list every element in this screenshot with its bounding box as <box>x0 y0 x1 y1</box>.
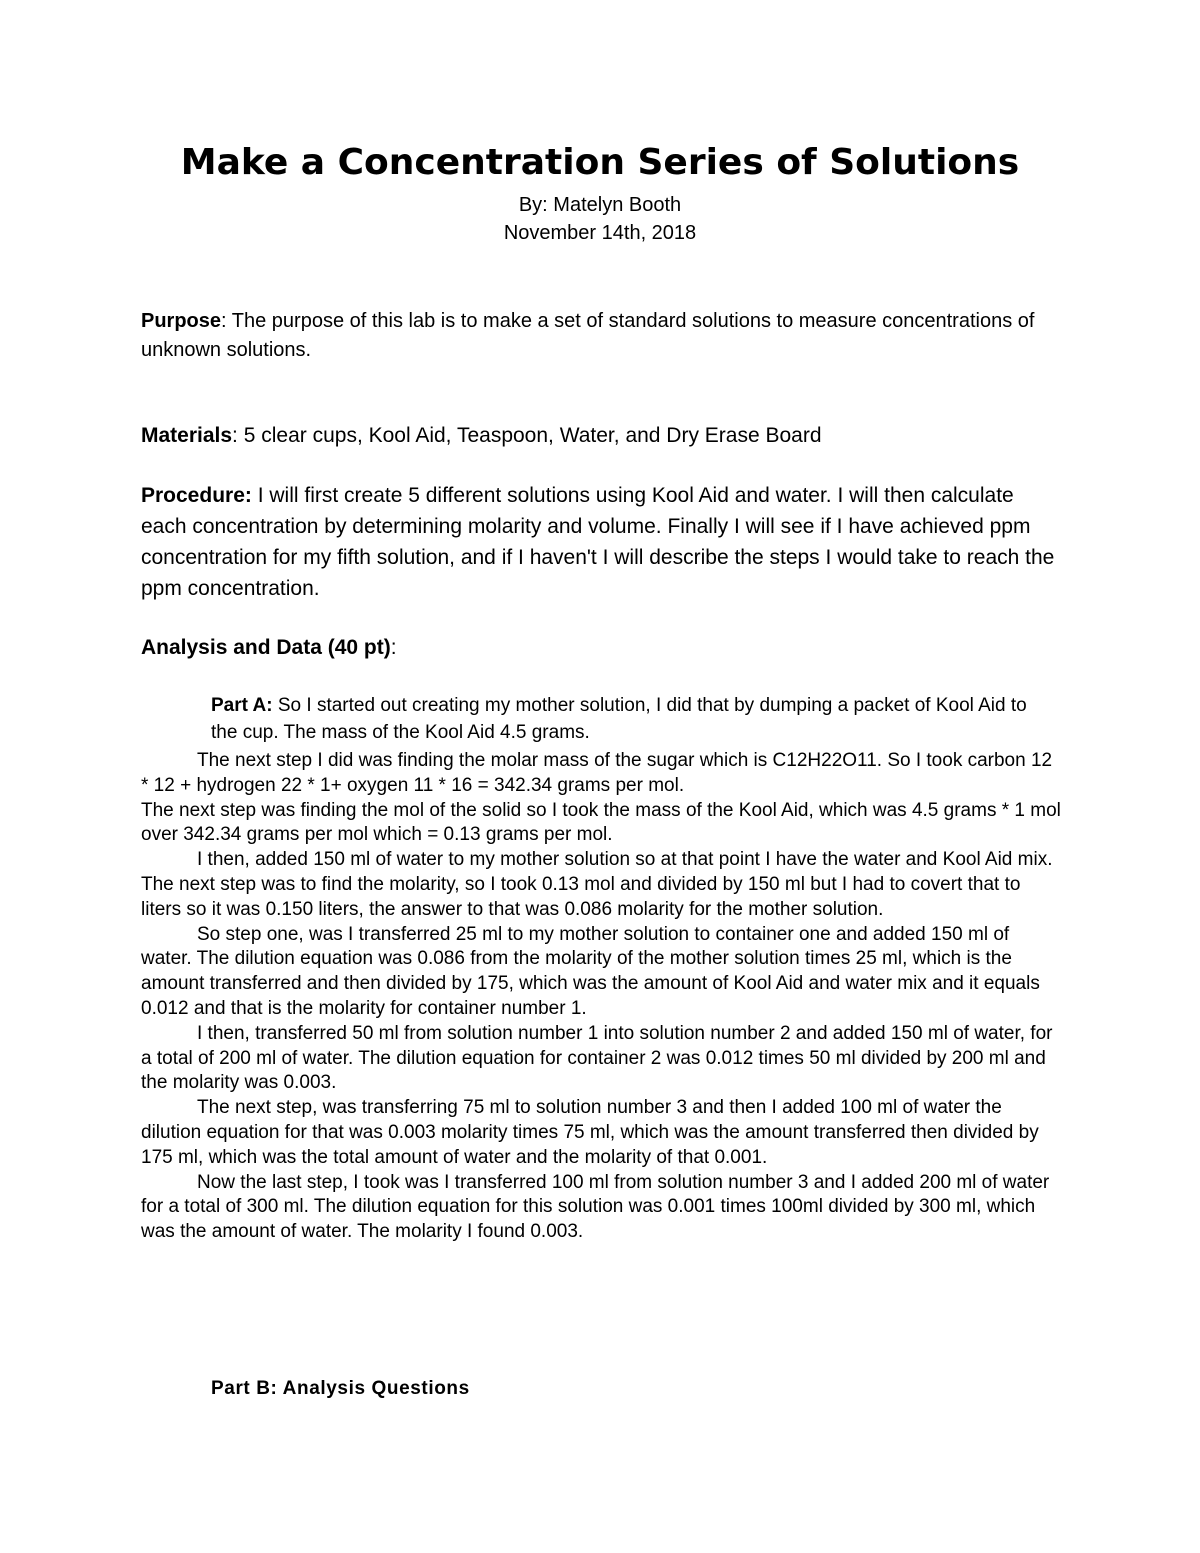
analysis-paragraph: I then, added 150 ml of water to my mother solution so at that point I have the water and Kool Aid mix. <box>197 849 1053 871</box>
analysis-heading-suffix: : <box>390 636 397 659</box>
materials-label: Materials <box>141 424 233 447</box>
purpose-text: : The purpose of this lab is to make a set of standard solutions to measure concentrations of unknown solutions. <box>141 310 1035 361</box>
analysis-heading <box>141 633 1061 663</box>
analysis-paragraph: Now the last step, I took was I transferred 100 ml from solution number 3 and I added 200 ml of water for a total of 300 ml. The dilution equation for this solution was 0.001 times 100ml divided by 300 ml, which was the amount of water. The molarity I found 0.003. <box>141 1171 1050 1243</box>
materials-section <box>141 421 1061 451</box>
analysis-paragraph: So step one, was I transferred 25 ml to my mother solution to container one and added 150 ml of water. The dilution equation was 0.086 from the molarity of the mother solution times 25 ml, which is the amount transferred and then divided by 175, which was the amount of Kool Aid and water mix and it equals 0.012 and that is the molarity for container number 1. <box>141 923 1040 1019</box>
analysis-paragraph: The next step was to find the molarity, so I took 0.13 mol and divided by 150 ml but I had to covert that to liters so it was 0.150 liters, the answer to that was 0.086 molarity for the mother solution. <box>141 873 1021 920</box>
analysis-paragraph: The next step was finding the mol of the solid so I took the mass of the Kool Aid, which was 4.5 grams * 1 mol over 342.34 grams per mol which = 0.13 grams per mol. <box>141 799 1061 846</box>
document-date: November 14th, 2018 <box>503 222 697 244</box>
part-a-intro <box>211 692 1051 746</box>
part-a-label: Part A: <box>211 695 273 716</box>
materials-text: : 5 clear cups, Kool Aid, Teaspoon, Water, and Dry Erase Board <box>232 424 822 447</box>
analysis-paragraph: I then, transferred 50 ml from solution number 1 into solution number 2 and added 150 ml of water, for a total of 200 ml of water. The dilution equation for container 2 was 0.012 times 50 ml divided by 200 ml and the molarity was 0.003. <box>141 1022 1053 1094</box>
part-a-text: So I started out creating my mother solution, I did that by dumping a packet of Kool Aid to the cup. The mass of the Kool Aid 4.5 grams. <box>211 695 1027 743</box>
procedure-section <box>141 480 1061 604</box>
analysis-paragraph: The next step, was transferring 75 ml to solution number 3 and then I added 100 ml of water the dilution equation for that was 0.003 molarity times 75 ml, which was the amount transferred then divided by 175 ml, which was the total amount of water and the molarity of that 0.001. <box>141 1097 1039 1168</box>
purpose-label: Purpose <box>141 310 222 332</box>
analysis-heading-label: Analysis and Data (40 pt) <box>141 636 391 659</box>
part-b-heading: Part B: Analysis Questions <box>211 1378 470 1399</box>
analysis-paragraph: The next step I did was finding the molar mass of the sugar which is C12H22O11. So I took carbon 12 * 12 + hydrogen 22 * 1+ oxygen 11 * 16 = 342.34 grams per mol. <box>141 750 1053 796</box>
analysis-body <box>141 749 1061 1245</box>
procedure-label: Procedure: <box>141 484 252 507</box>
document-title: Make a Concentration Series of Solutions <box>180 142 1020 183</box>
author-byline: By: Matelyn Booth <box>518 194 682 216</box>
purpose-section <box>141 307 1061 365</box>
procedure-text: I will first create 5 different solutions using Kool Aid and water. I will then calculate each concentration by determining molarity and volume. Finally I will see if I have achieved ppm concentration for my fifth solution, and if I haven't I will describe the steps I would take to reach the ppm concentration. <box>141 484 1055 600</box>
